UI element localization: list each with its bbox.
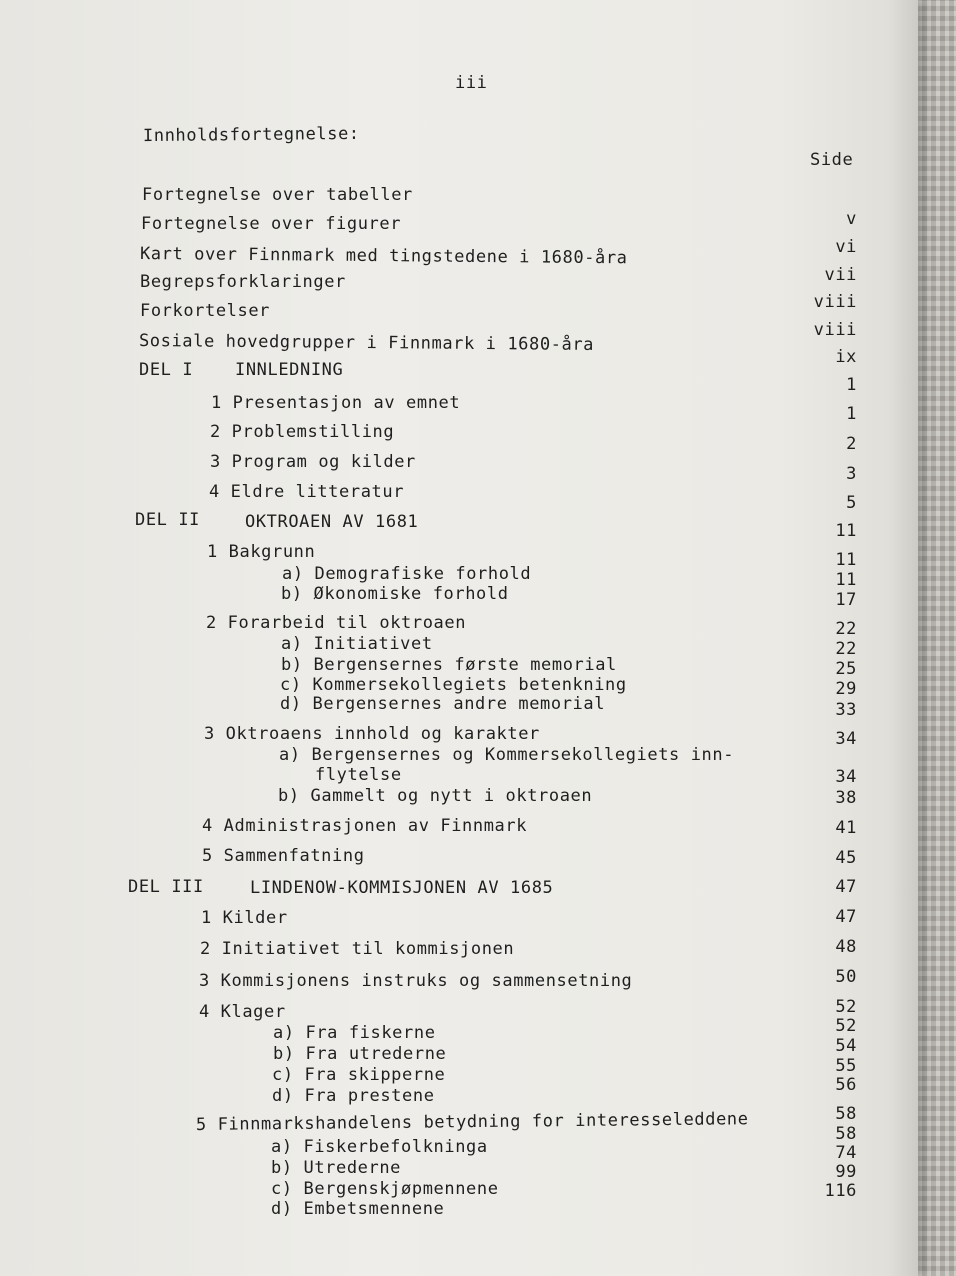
toc-entry-text: Forkortelser [140, 301, 271, 321]
toc-page-number: 5 [846, 493, 857, 513]
toc-page-number: 2 [846, 434, 857, 454]
toc-subentry-text: b) Fra utrederne [273, 1044, 447, 1064]
toc-entry-text: Fortegnelse over tabeller [142, 185, 413, 205]
toc-page-number: 54 [835, 1036, 857, 1056]
toc-subentry-text: a) Bergensernes og Kommersekollegiets inn- [279, 745, 735, 765]
toc-page-number: viii [813, 320, 857, 340]
toc-page-number: 11 [835, 570, 857, 590]
toc-page-number: 17 [835, 590, 857, 610]
toc-page-number: 55 [835, 1056, 857, 1076]
toc-page-number: 38 [835, 788, 857, 808]
toc-page-number: viii [813, 292, 857, 312]
toc-entry-text: 3 Kommisjonens instruks og sammensetning [199, 971, 633, 991]
toc-page-number: 3 [846, 464, 857, 484]
part-label: DEL I [139, 360, 194, 380]
toc-subentry-text: a) Fiskerbefolkninga [271, 1137, 488, 1157]
toc-page-number: 48 [835, 937, 857, 957]
toc-subentry-text: b) Bergensernes første memorial [281, 655, 617, 675]
toc-entry-text: 4 Administrasjonen av Finnmark [202, 816, 528, 836]
toc-page-number: 56 [835, 1075, 857, 1095]
toc-page-number: 74 [835, 1143, 857, 1163]
toc-page-number: 29 [835, 679, 857, 699]
toc-page-number: 11 [835, 550, 857, 570]
toc-page-number: 116 [824, 1181, 857, 1201]
toc-entry-text: 2 Forarbeid til oktroaen [206, 613, 467, 633]
toc-subentry-text: a) Fra fiskerne [273, 1023, 436, 1043]
part-title: LINDENOW-KOMMISJONEN AV 1685 [250, 878, 554, 898]
toc-entry-text: 4 Eldre litteratur [209, 482, 405, 502]
toc-subentry-text: d) Embetsmennene [271, 1199, 445, 1219]
toc-entry-text: 1 Presentasjon av emnet [211, 393, 461, 413]
toc-entry-text: 3 Program og kilder [210, 452, 416, 472]
toc-entry-text: Kart over Finnmark med tingstedene i 1680-åra [139, 244, 628, 269]
toc-entry-text: 5 Finnmarkshandelens betydning for interesseleddene [195, 1109, 749, 1135]
toc-subentry-text: flytelse [315, 765, 402, 785]
toc-page-number: 45 [835, 848, 857, 868]
toc-entry-text: 4 Klager [199, 1002, 286, 1022]
toc-subentry-text: c) Kommersekollegiets betenkning [280, 675, 627, 695]
part-label: DEL II [135, 510, 201, 530]
toc-page-number: 58 [835, 1104, 857, 1124]
toc-entry-text: Fortegnelse over figurer [141, 214, 402, 234]
toc-subentry-text: a) Initiativet [281, 634, 433, 654]
toc-subentry-text: b) Gammelt og nytt i oktroaen [278, 786, 593, 806]
part-title: OKTROAEN AV 1681 [245, 512, 419, 532]
toc-entry-text: 1 Bakgrunn [207, 542, 316, 562]
toc-entry-text: 5 Sammenfatning [202, 846, 365, 866]
toc-page-number: 58 [835, 1124, 857, 1144]
toc-page-number: 34 [835, 767, 857, 787]
toc-page-number: 47 [835, 907, 857, 927]
page-number: iii [455, 73, 488, 93]
toc-page-number: 11 [835, 521, 857, 541]
toc-entry-text: Begrepsforklaringer [140, 272, 346, 292]
toc-entry-text: 1 Kilder [201, 908, 288, 928]
toc-page-number: v [846, 209, 857, 229]
toc-page-number: 34 [835, 729, 857, 749]
toc-subentry-text: d) Bergensernes andre memorial [280, 694, 606, 714]
toc-entry-text: Sosiale hovedgrupper i Finnmark i 1680-åra [138, 331, 595, 355]
toc-heading: Innholdsfortegnelse: [142, 123, 360, 147]
toc-page-number: 99 [835, 1162, 857, 1182]
toc-entry-text: 2 Initiativet til kommisjonen [200, 939, 515, 959]
toc-page-number: 25 [835, 659, 857, 679]
toc-entry-text: 2 Problemstilling [210, 422, 395, 442]
toc-page-number: 33 [835, 700, 857, 720]
toc-subentry-text: b) Utrederne [271, 1158, 402, 1178]
toc-subentry-text: c) Fra skipperne [272, 1065, 446, 1085]
toc-page-number: vi [835, 237, 857, 257]
toc-entry-text: 3 Oktroaens innhold og karakter [204, 724, 540, 744]
toc-page-number: 50 [835, 967, 857, 987]
toc-page-number: 41 [835, 818, 857, 838]
toc-subentry-text: a) Demografiske forhold [282, 564, 532, 584]
part-title: INNLEDNING [235, 360, 344, 380]
side-column-label: Side [810, 150, 854, 170]
toc-page-number: 47 [835, 877, 857, 897]
toc-page-number: 22 [835, 639, 857, 659]
toc-subentry-text: b) Økonomiske forhold [281, 584, 509, 604]
toc-page-number: 22 [835, 619, 857, 639]
toc-page-number: 52 [835, 1016, 857, 1036]
toc-page-number: vii [824, 265, 857, 285]
toc-subentry-text: d) Fra prestene [272, 1086, 435, 1106]
toc-page-number: 52 [835, 997, 857, 1017]
toc-page-number: 1 [846, 404, 857, 424]
toc-page-number: 1 [846, 375, 857, 395]
part-label: DEL III [128, 877, 204, 897]
toc-page-number: ix [835, 347, 857, 367]
toc-subentry-text: c) Bergenskjøpmennene [271, 1179, 499, 1199]
